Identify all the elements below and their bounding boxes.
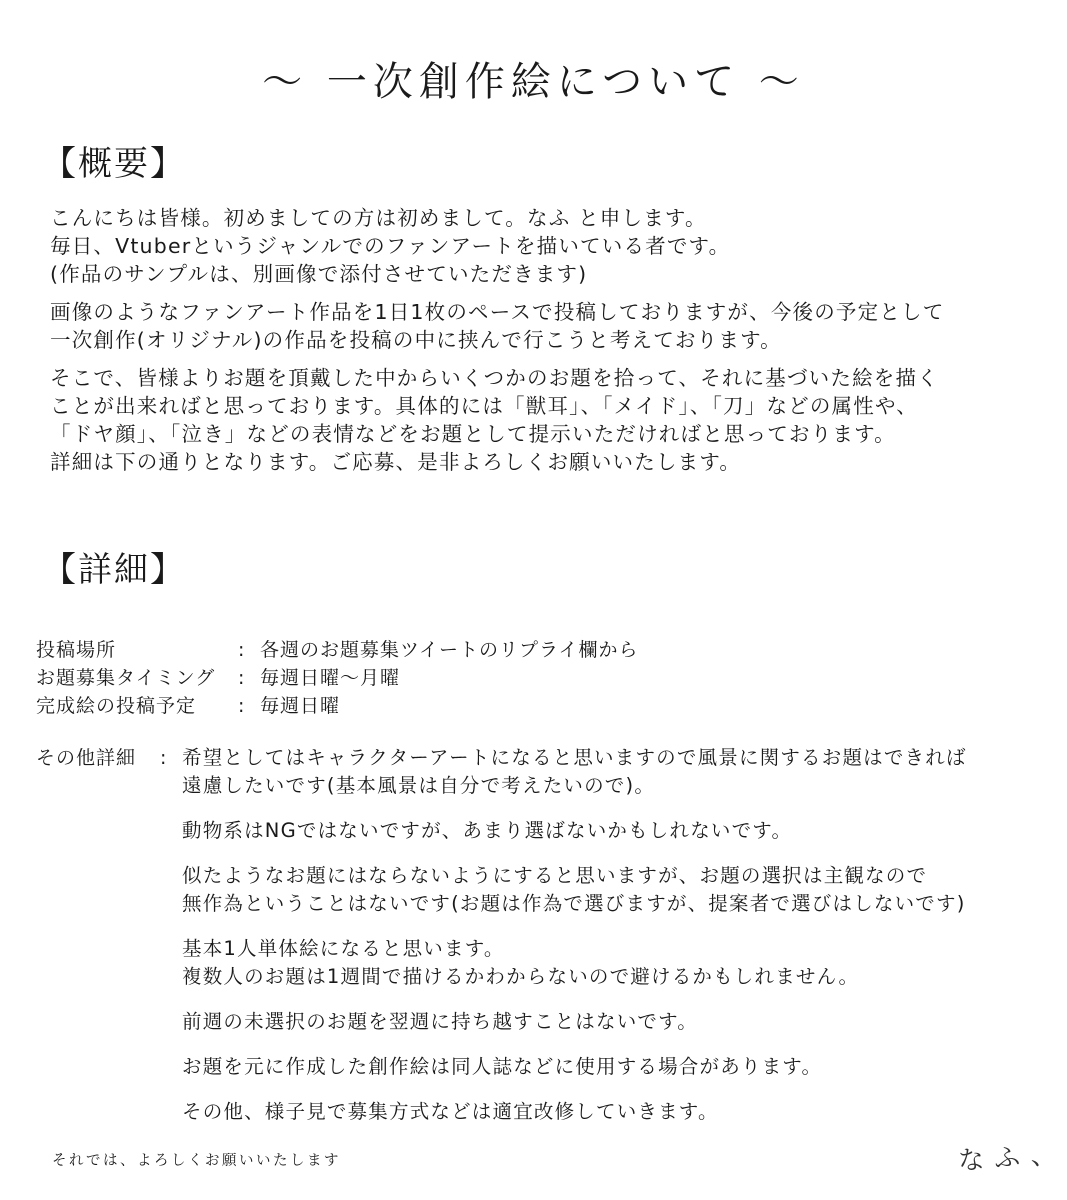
detail-value: 毎週日曜〜月曜 (260, 667, 401, 689)
text-line: 遠慮したいです(基本風景は自分で考えたいので)。 (182, 774, 656, 797)
detail-colon: : (238, 639, 246, 661)
text-line: 基本1人単体絵になると思います。 (182, 937, 505, 960)
text-line: 詳細は下の通りとなります。ご応募、是非よろしくお願いいたします。 (50, 450, 742, 474)
detail-other-colon: : (160, 747, 167, 769)
detail-other (36, 744, 1046, 1126)
detail-row-request-timing (36, 664, 1046, 692)
text-line: 似たようなお題にはならないようにすると思いますが、お題の選択は主観なので (182, 864, 928, 887)
text-line: 希望としてはキャラクターアートになると思いますので風景に関するお題はできれば (182, 746, 967, 769)
detail-colon: : (238, 695, 246, 717)
detail-label: 完成絵の投稿予定 (36, 695, 197, 717)
text-line: その他、様子見で募集方式などは適宜改修していきます。 (182, 1100, 719, 1123)
page-title: 〜 一次創作絵について 〜 (262, 59, 805, 105)
detail-label: 投稿場所 (36, 639, 117, 661)
overview-section (50, 204, 1050, 486)
text-line: 毎日、Vtuberというジャンルでのファンアートを描いている者です。 (50, 234, 731, 258)
text-line: 複数人のお題は1週間で描けるかわからないので避けるかもしれません。 (182, 965, 860, 988)
text-line: お題を元に作成した創作絵は同人誌などに使用する場合があります。 (182, 1055, 823, 1078)
text-line: 「ドヤ顔」、「泣き」などの表情などをお題として提示いただければと思っております。 (50, 422, 896, 446)
details-section (36, 636, 1046, 1143)
detail-other-body (182, 744, 1046, 1126)
overview-paragraph-3 (50, 364, 1050, 476)
other-paragraph (182, 935, 1046, 991)
author-signature: なふ、 (957, 1139, 1067, 1177)
text-line: 無作為ということはないです(お題は作為で選びますが、提案者で選びはしないです) (182, 892, 966, 915)
detail-row-post-location (36, 636, 1046, 664)
text-line: (作品のサンプルは、別画像で添付させていただきます) (50, 262, 588, 286)
details-heading: 【詳細】 (42, 550, 186, 590)
text-line: こんにちは皆様。初めましての方は初めまして。なふ と申します。 (50, 206, 707, 230)
other-paragraph (182, 862, 1046, 918)
other-paragraph (182, 744, 1046, 800)
text-line: ことが出来ればと思っております。具体的には「獣耳」、「メイド」、「刀」などの属性や、 (50, 394, 918, 418)
detail-row-posting-schedule (36, 692, 1046, 720)
detail-label: お題募集タイミング (36, 667, 216, 689)
other-paragraph (182, 1008, 1046, 1036)
text-line: 画像のようなファンアート作品を1日1枚のペースで投稿しておりますが、今後の予定として (50, 300, 945, 324)
other-paragraph (182, 1053, 1046, 1081)
detail-colon: : (238, 667, 246, 689)
text-line: そこで、皆様よりお題を頂戴した中からいくつかのお題を拾って、それに基づいた絵を描く (50, 366, 939, 390)
detail-value: 各週のお題募集ツイートのリプライ欄から (260, 639, 639, 661)
detail-value: 毎週日曜 (260, 695, 341, 717)
detail-other-label: その他詳細 (36, 747, 137, 769)
text-line: 動物系はNGではないですが、あまり選ばないかもしれないです。 (182, 819, 793, 842)
other-paragraph (182, 817, 1046, 845)
overview-heading: 【概要】 (42, 144, 186, 184)
text-line: 前週の未選択のお題を翌週に持ち越すことはないです。 (182, 1010, 698, 1033)
other-paragraph (182, 1098, 1046, 1126)
overview-paragraph-1 (50, 204, 1050, 288)
overview-paragraph-2 (50, 298, 1050, 354)
closing-remark: それでは、よろしくお願いいたします (52, 1153, 341, 1169)
text-line: 一次創作(オリジナル)の作品を投稿の中に挟んで行こうと考えております。 (50, 328, 782, 352)
